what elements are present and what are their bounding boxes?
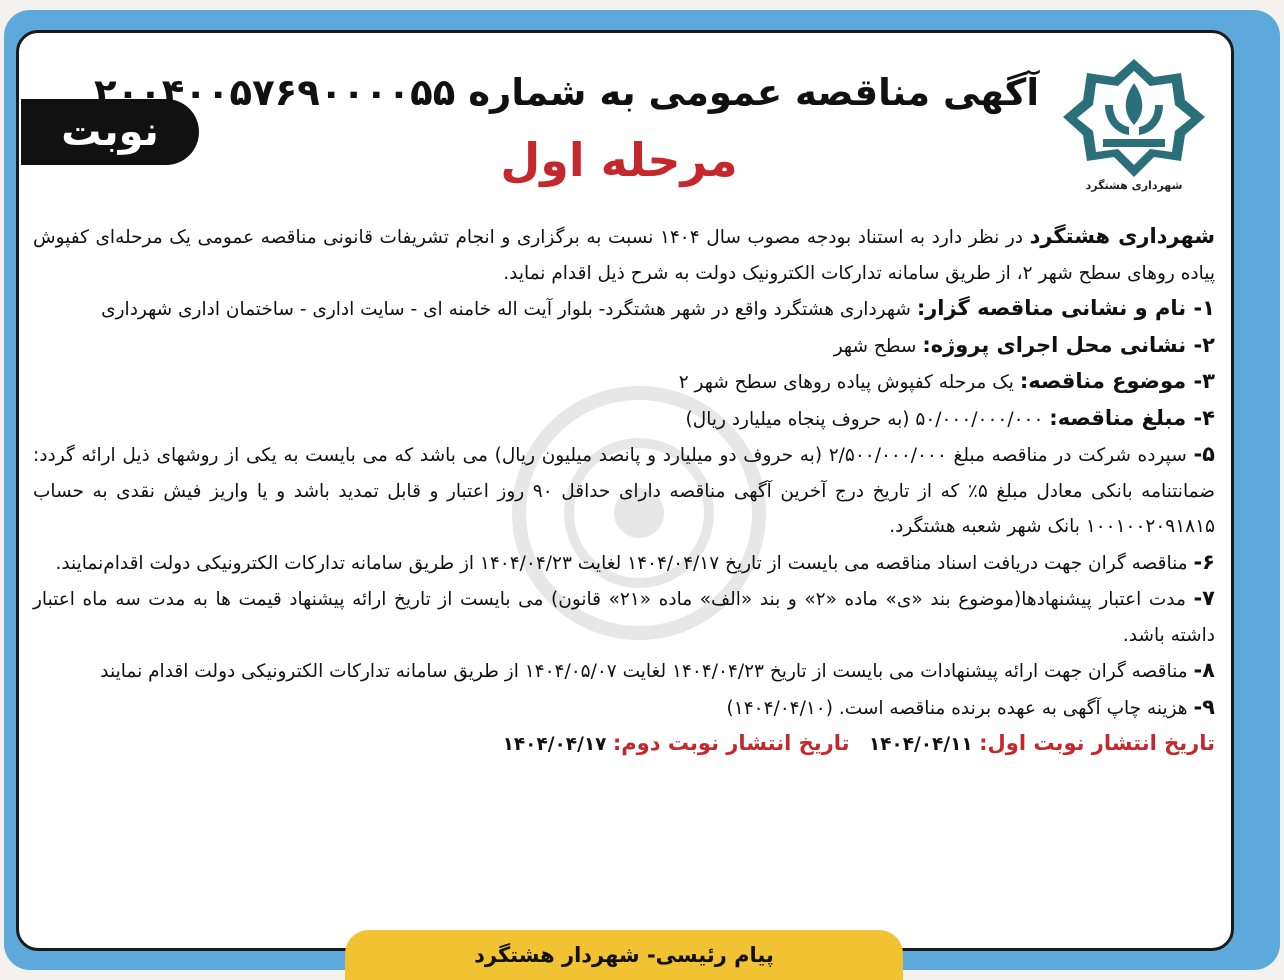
item-label: ۴- مبلغ مناقصه: xyxy=(1049,405,1215,430)
publication-dates xyxy=(33,726,1215,763)
item-label: ۹- xyxy=(1193,694,1215,719)
item-2 xyxy=(33,328,1215,365)
item-9 xyxy=(33,690,1215,727)
notice-subtitle: مرحله اول xyxy=(500,133,738,187)
notice-frame xyxy=(16,30,1234,951)
intro-text: در نظر دارد به استناد بودجه مصوب سال ۱۴۰۴ نسبت به برگزاری و انجام تشریفات قانونی مناقصه عمومی یک مرحله‌ای کفپوش پیاده روهای سطح شهر ۲، از طریق سامانه تدارکات الکترونیک دولت به شرح ذیل اقدام نماید. xyxy=(33,227,1215,284)
item-4 xyxy=(33,401,1215,438)
intro-paragraph xyxy=(33,219,1215,291)
municipality-logo xyxy=(1059,55,1209,205)
item-text: سپرده شرکت در مناقصه مبلغ ۲/۵۰۰/۰۰۰/۰۰۰ (به حروف دو میلیارد و پانصد میلیون ریال) می باشد که می بایست به یکی از روشهای ذیل ارائه گردد: ضمانتنامه بانکی معادل مبلغ ۵٪ که از تاریخ درج آخرین آگهی مناقصه دارای حداقل ۹۰ روز اعتبار و قابل تمدید باشد و یا واریز فیش نقدی به حساب ۱۰۰۱۰۰۲۰۹۱۸۱۵ بانک شهر شعبه هشتگرد. xyxy=(33,445,1215,537)
item-6 xyxy=(33,545,1215,582)
item-7 xyxy=(33,581,1215,653)
item-label: ۷- xyxy=(1193,586,1215,610)
item-5 xyxy=(33,437,1215,545)
item-text: مدت اعتبار پیشنهادها(موضوع بند «ی» ماده «۲» و بند «الف» ماده «۲۱» قانون) می بایست از تاریخ ارائه پیشنهاد قیمت ها به مدت سه ماه اعتبار داشته باشد. xyxy=(33,589,1215,646)
item-text: مناقصه گران جهت ارائه پیشنهادات می بایست از تاریخ ۱۴۰۴/۰۴/۲۳ لغایت ۱۴۰۴/۰۵/۰۷ از طریق سامانه تدارکات الکترونیکی دولت اقدام نمایند xyxy=(100,661,1194,682)
item-text: هزینه چاپ آگهی به عهده برنده مناقصه است. (۱۴۰۴/۰۴/۱۰) xyxy=(726,697,1194,719)
first-publication-date: ۱۴۰۴/۰۴/۱۱ xyxy=(868,734,973,755)
item-1 xyxy=(33,291,1215,328)
item-label: ۶- xyxy=(1193,549,1215,574)
first-publication-label: تاریخ انتشار نوبت اول: xyxy=(979,731,1215,755)
intro-org: شهرداری هشتگرد xyxy=(1029,224,1215,248)
second-publication-date: ۱۴۰۴/۰۴/۱۷ xyxy=(502,734,607,755)
logo-caption: شهرداری هشتگرد xyxy=(1085,179,1183,192)
item-label: ۳- موضوع مناقصه: xyxy=(1019,369,1215,393)
notice-title: آگهی مناقصه عمومی به شماره ۲۰۰۴۰۰۵۷۶۹۰۰۰۰۵۵ xyxy=(94,71,1039,114)
item-label: ۱- نام و نشانی مناقصه گزار: xyxy=(916,296,1215,320)
notice-body xyxy=(33,219,1215,763)
item-text: مناقصه گران جهت دریافت اسناد مناقصه می بایست از تاریخ ۱۴۰۴/۰۴/۱۷ لغایت ۱۴۰۴/۰۴/۲۳ از طریق سامانه تدارکات الکترونیکی دولت اقدام‌نمایند. xyxy=(55,552,1194,574)
item-8 xyxy=(33,653,1215,690)
municipality-logo-icon xyxy=(1059,55,1209,185)
item-3 xyxy=(33,364,1215,401)
item-text: یک مرحله کفپوش پیاده روهای سطح شهر ۲ xyxy=(678,372,1020,393)
notice-content xyxy=(19,33,1231,948)
item-text: ۵۰/۰۰۰/۰۰۰/۰۰۰ (به حروف پنجاه میلیارد ریال) xyxy=(685,408,1050,430)
signature-bar: پیام رئیسی- شهردار هشتگرد xyxy=(345,930,903,980)
item-label: ۵- xyxy=(1193,442,1215,466)
item-label: ۸- xyxy=(1193,658,1215,682)
item-label: ۲- نشانی محل اجرای پروژه: xyxy=(922,332,1215,357)
second-publication-label: تاریخ انتشار نوبت دوم: xyxy=(612,731,850,755)
item-text: شهرداری هشتگرد واقع در شهر هشتگرد- بلوار آیت اله خامنه ای - سایت اداری - ساختمان اداری شهرداری xyxy=(101,299,917,320)
edition-badge: نوبت اول xyxy=(21,99,199,165)
item-text: سطح شهر xyxy=(833,335,923,357)
